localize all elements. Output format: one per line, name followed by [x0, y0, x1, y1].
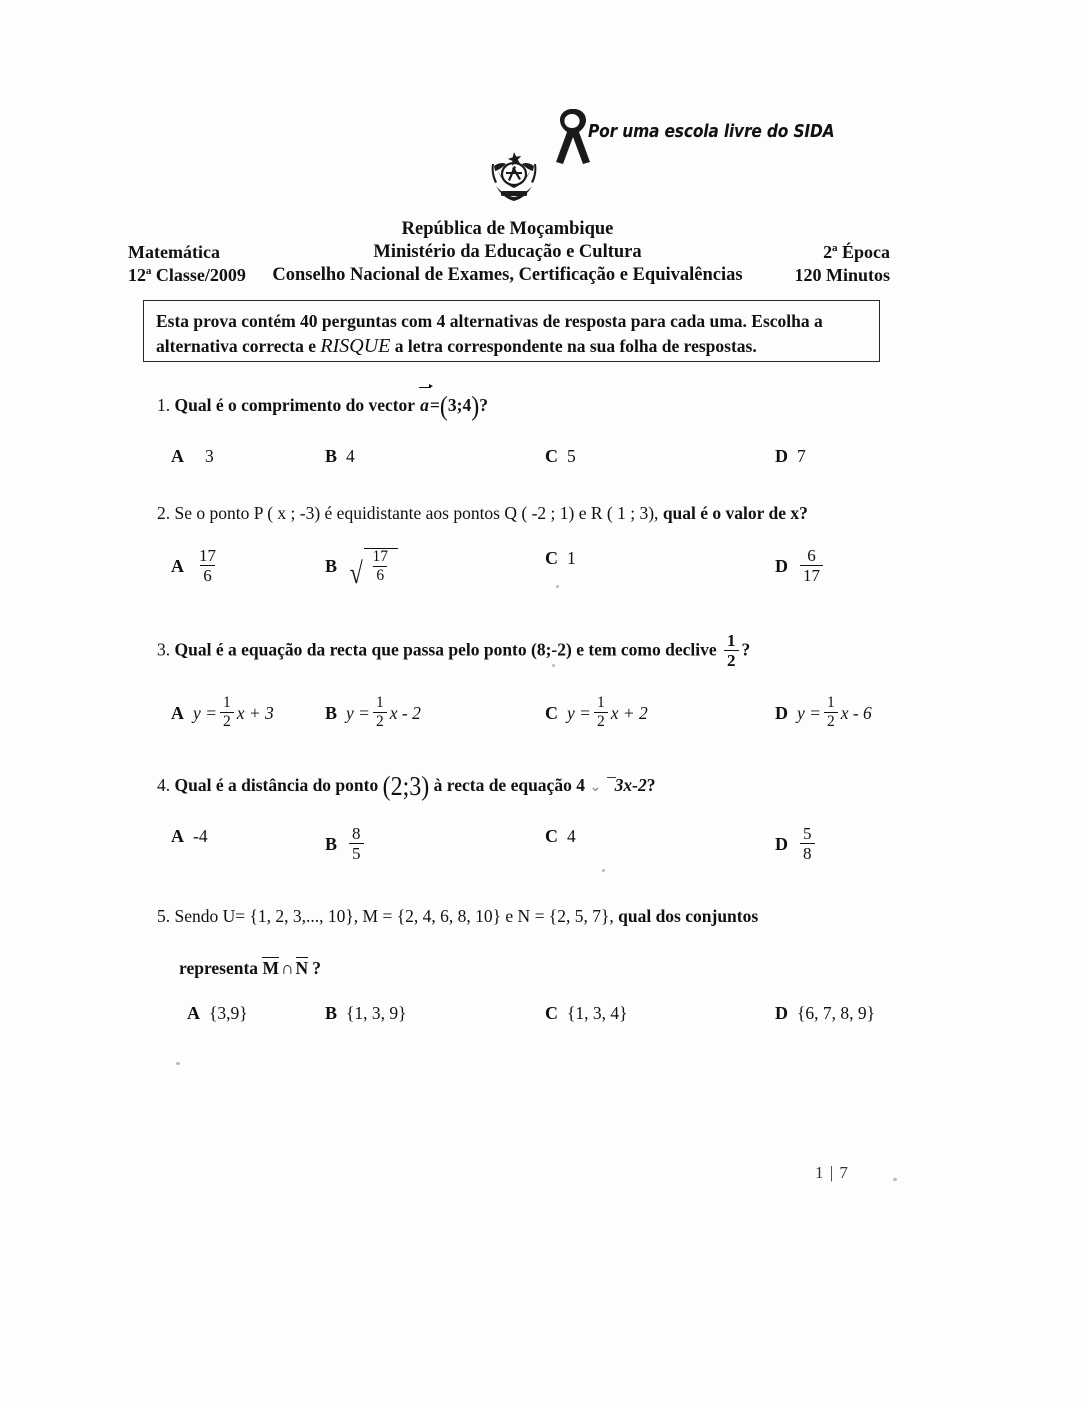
question-1-stem: [157, 392, 917, 420]
question-4-option-b[interactable]: [325, 826, 367, 863]
question-5-number: 5.: [157, 906, 171, 926]
scan-artifact: [552, 664, 555, 667]
option-rhs: x + 2: [610, 702, 648, 723]
option-value-sqrt-fraction: [348, 548, 398, 590]
question-3-options: [157, 696, 917, 754]
question-5-stem: [157, 903, 917, 929]
question-1-vector-value: 3;4: [447, 395, 472, 415]
session-label: 2ª Época: [823, 242, 890, 262]
question-5-option-a[interactable]: [187, 1003, 248, 1024]
option-rhs: x - 6: [840, 702, 872, 723]
fraction-numerator: 1: [727, 631, 736, 650]
option-letter: C: [545, 548, 558, 568]
question-2-option-d[interactable]: [775, 548, 826, 585]
option-letter: A: [171, 702, 184, 723]
option-letter: A: [171, 446, 184, 466]
option-letter: B: [325, 446, 338, 466]
question-5-option-b[interactable]: [325, 1003, 407, 1024]
question-3-slope-fraction: [724, 632, 739, 669]
question-1-equals: =: [429, 395, 440, 415]
option-letter: D: [775, 556, 788, 576]
option-value: -4: [193, 826, 208, 846]
radical-sign-icon: √: [349, 557, 363, 590]
option-fraction: [824, 695, 838, 729]
subject-label: Matemática: [128, 242, 220, 262]
question-3-option-b[interactable]: [325, 696, 421, 730]
question-2-options: [157, 548, 917, 606]
scan-artifact: [556, 585, 559, 588]
option-value-fraction: [196, 547, 219, 584]
option-value: {1, 3, 9}: [346, 1003, 407, 1023]
fraction-denominator: 2: [724, 650, 739, 669]
option-value-fraction: [800, 547, 823, 584]
option-rhs: x + 3: [236, 702, 274, 723]
question-4-equation-faded: ⌄: [589, 779, 601, 794]
page-number: 1 | 7: [815, 1163, 849, 1182]
fraction-denominator: 2: [220, 712, 234, 730]
ministry-title: Ministério da Educação e Cultura: [373, 242, 642, 262]
question-2: [157, 500, 917, 606]
option-value: 1: [567, 548, 576, 568]
question-5: [157, 903, 917, 1061]
option-letter: D: [775, 834, 788, 854]
question-3-stem: [157, 633, 917, 670]
exam-subject-block: [128, 241, 246, 287]
option-letter: C: [545, 1003, 558, 1023]
instructions-box: [143, 300, 880, 362]
question-4: [157, 772, 917, 884]
option-value: {6, 7, 8, 9}: [797, 1003, 876, 1023]
question-4-option-c[interactable]: [545, 826, 576, 847]
option-letter: C: [545, 826, 558, 846]
aids-ribbon-slogan: [548, 105, 888, 167]
option-value-fraction: [800, 825, 815, 862]
question-3: [157, 633, 917, 754]
fraction-denominator: 6: [373, 566, 387, 584]
question-1-stem-end: ?: [479, 395, 488, 415]
option-value: 3: [205, 446, 214, 466]
question-5-representa-label: representa: [179, 958, 263, 978]
question-4-equation-start: 4: [576, 775, 585, 795]
radicand: [364, 548, 398, 584]
option-letter: D: [775, 702, 788, 723]
question-1-option-a[interactable]: [171, 446, 214, 467]
question-4-option-a[interactable]: [171, 826, 208, 847]
instructions-line-1: Esta prova contém 40 perguntas com 4 alternativas de resposta para cada uma. Escolha a: [156, 311, 823, 331]
fraction-numerator: 6: [807, 546, 816, 565]
question-2-stem-regular: Se o ponto P ( x ; -3) é equidistante aos pontos Q ( -2 ; 1) e R ( 1 ; 3),: [174, 503, 663, 523]
scan-artifact: [602, 869, 605, 872]
fraction-numerator: 17: [372, 548, 388, 565]
scan-artifact: [893, 1178, 897, 1181]
question-1-option-c[interactable]: [545, 446, 576, 467]
document-logo-block: [470, 105, 890, 210]
vector-a-symbol: a: [419, 392, 430, 418]
option-letter: B: [325, 555, 338, 576]
question-2-stem: [157, 500, 917, 526]
question-1: [157, 392, 917, 504]
exam-header: [125, 218, 890, 288]
option-letter: A: [171, 826, 184, 846]
fraction-numerator: 1: [375, 694, 384, 711]
option-letter: C: [545, 702, 558, 723]
question-5-stem-bold: qual dos conjuntos: [618, 906, 759, 926]
country-title: República de Moçambique: [401, 219, 614, 239]
option-lhs: y =: [797, 702, 821, 723]
question-3-point: (8;-2): [531, 639, 572, 660]
option-fraction: [594, 695, 608, 729]
option-letter: B: [325, 702, 338, 723]
question-5-stem-regular: Sendo U= {1, 2, 3,..., 10}, M = {2, 4, 6, 8, 10} e N = {2, 5, 7},: [174, 906, 619, 926]
option-letter: A: [187, 1003, 200, 1023]
instructions-emphasis-risque: RISQUE: [320, 335, 391, 357]
option-letter: B: [325, 834, 338, 854]
fraction-numerator: 1: [826, 694, 835, 711]
question-3-stem-mid: e tem como declive: [571, 639, 721, 660]
fraction-denominator: 8: [800, 843, 815, 862]
question-2-option-c[interactable]: [545, 548, 576, 569]
fraction-denominator: 2: [594, 712, 608, 730]
question-4-stem-end: ?: [646, 775, 656, 795]
fraction-denominator: 6: [200, 565, 215, 584]
fraction-numerator: 8: [352, 824, 361, 843]
fraction-numerator: 5: [803, 824, 812, 843]
question-2-number: 2.: [157, 503, 171, 523]
fraction-denominator: 2: [373, 712, 387, 730]
question-4-options: [157, 826, 917, 884]
question-2-option-a[interactable]: [171, 548, 222, 585]
question-4-point: (2;3): [382, 772, 430, 802]
option-fraction: [373, 695, 387, 729]
question-5-options: [157, 1003, 917, 1061]
question-2-option-b[interactable]: [325, 548, 398, 590]
option-value: {3,9}: [209, 1003, 248, 1023]
option-letter: C: [545, 446, 558, 466]
set-n-complement: N: [295, 958, 309, 978]
mozambique-coat-of-arms-icon: [488, 150, 540, 206]
option-rhs: x - 2: [389, 702, 421, 723]
question-1-option-b[interactable]: [325, 446, 355, 467]
question-1-number: 1.: [157, 395, 171, 415]
option-value: 5: [567, 446, 576, 466]
question-3-stem-end: ?: [741, 639, 751, 660]
fraction-denominator: 5: [349, 843, 364, 862]
question-5-option-c[interactable]: [545, 1003, 628, 1024]
question-2-stem-bold: qual é o valor de x?: [662, 503, 808, 523]
option-value: {1, 3, 4}: [567, 1003, 628, 1023]
instructions-line-2-pre: alternativa correcta e: [156, 336, 321, 356]
fraction-numerator: 1: [222, 694, 231, 711]
option-lhs: y =: [346, 702, 370, 723]
duration-label: 120 Minutos: [794, 265, 890, 285]
fraction-denominator: 2: [824, 712, 838, 730]
option-value: 4: [346, 446, 355, 466]
option-value: 7: [797, 446, 806, 466]
slogan-text: Por uma escola livre do SIDA: [588, 121, 835, 142]
set-m-complement: M: [262, 958, 279, 978]
option-value-fraction: [349, 825, 364, 862]
fraction-numerator: 1: [596, 694, 605, 711]
question-1-options: [157, 446, 917, 504]
question-3-option-c[interactable]: [545, 696, 648, 730]
option-letter: B: [325, 1003, 338, 1023]
instructions-line-2-post: a letra correspondente na sua folha de respostas.: [390, 336, 757, 356]
option-letter: D: [775, 446, 788, 466]
question-1-option-d[interactable]: [775, 446, 806, 467]
question-4-stem-pre: Qual é a distância do ponto: [174, 775, 383, 795]
question-1-paren-close: ): [471, 392, 480, 422]
option-lhs: y =: [567, 702, 591, 723]
exam-session-block: [794, 241, 890, 287]
question-4-number: 4.: [157, 775, 171, 795]
question-4-stem-mid: à recta de equação: [429, 775, 577, 795]
scan-artifact: [176, 1062, 180, 1065]
grade-year-label: 12ª Classe/2009: [128, 265, 246, 285]
question-1-stem-text: Qual é o comprimento do vector: [174, 395, 420, 415]
question-5-stem-line2: [179, 955, 917, 981]
set-intersection-icon: ∩: [280, 958, 294, 978]
inner-fraction: [369, 549, 391, 583]
option-value: 4: [567, 826, 576, 846]
question-1-paren-open: (: [439, 392, 448, 422]
option-fraction: [220, 695, 234, 729]
question-5-stem-end: ?: [312, 958, 321, 978]
question-3-number: 3.: [157, 639, 171, 660]
question-3-stem-pre: Qual é a equação da recta que passa pelo ponto: [174, 639, 532, 660]
question-4-option-d[interactable]: [775, 826, 818, 863]
question-3-option-d[interactable]: [775, 696, 872, 730]
option-letter: A: [171, 556, 184, 576]
option-lhs: y =: [193, 702, 217, 723]
fraction-denominator: 17: [800, 565, 823, 584]
question-4-stem: [157, 772, 917, 800]
question-4-equation-rest: ¯3x-2: [605, 775, 647, 795]
option-letter: D: [775, 1003, 788, 1023]
council-title: Conselho Nacional de Exames, Certificação e Equivalências: [272, 265, 743, 285]
fraction-numerator: 17: [199, 546, 216, 565]
question-3-option-a[interactable]: [171, 696, 274, 730]
question-5-option-d[interactable]: [775, 1003, 875, 1024]
